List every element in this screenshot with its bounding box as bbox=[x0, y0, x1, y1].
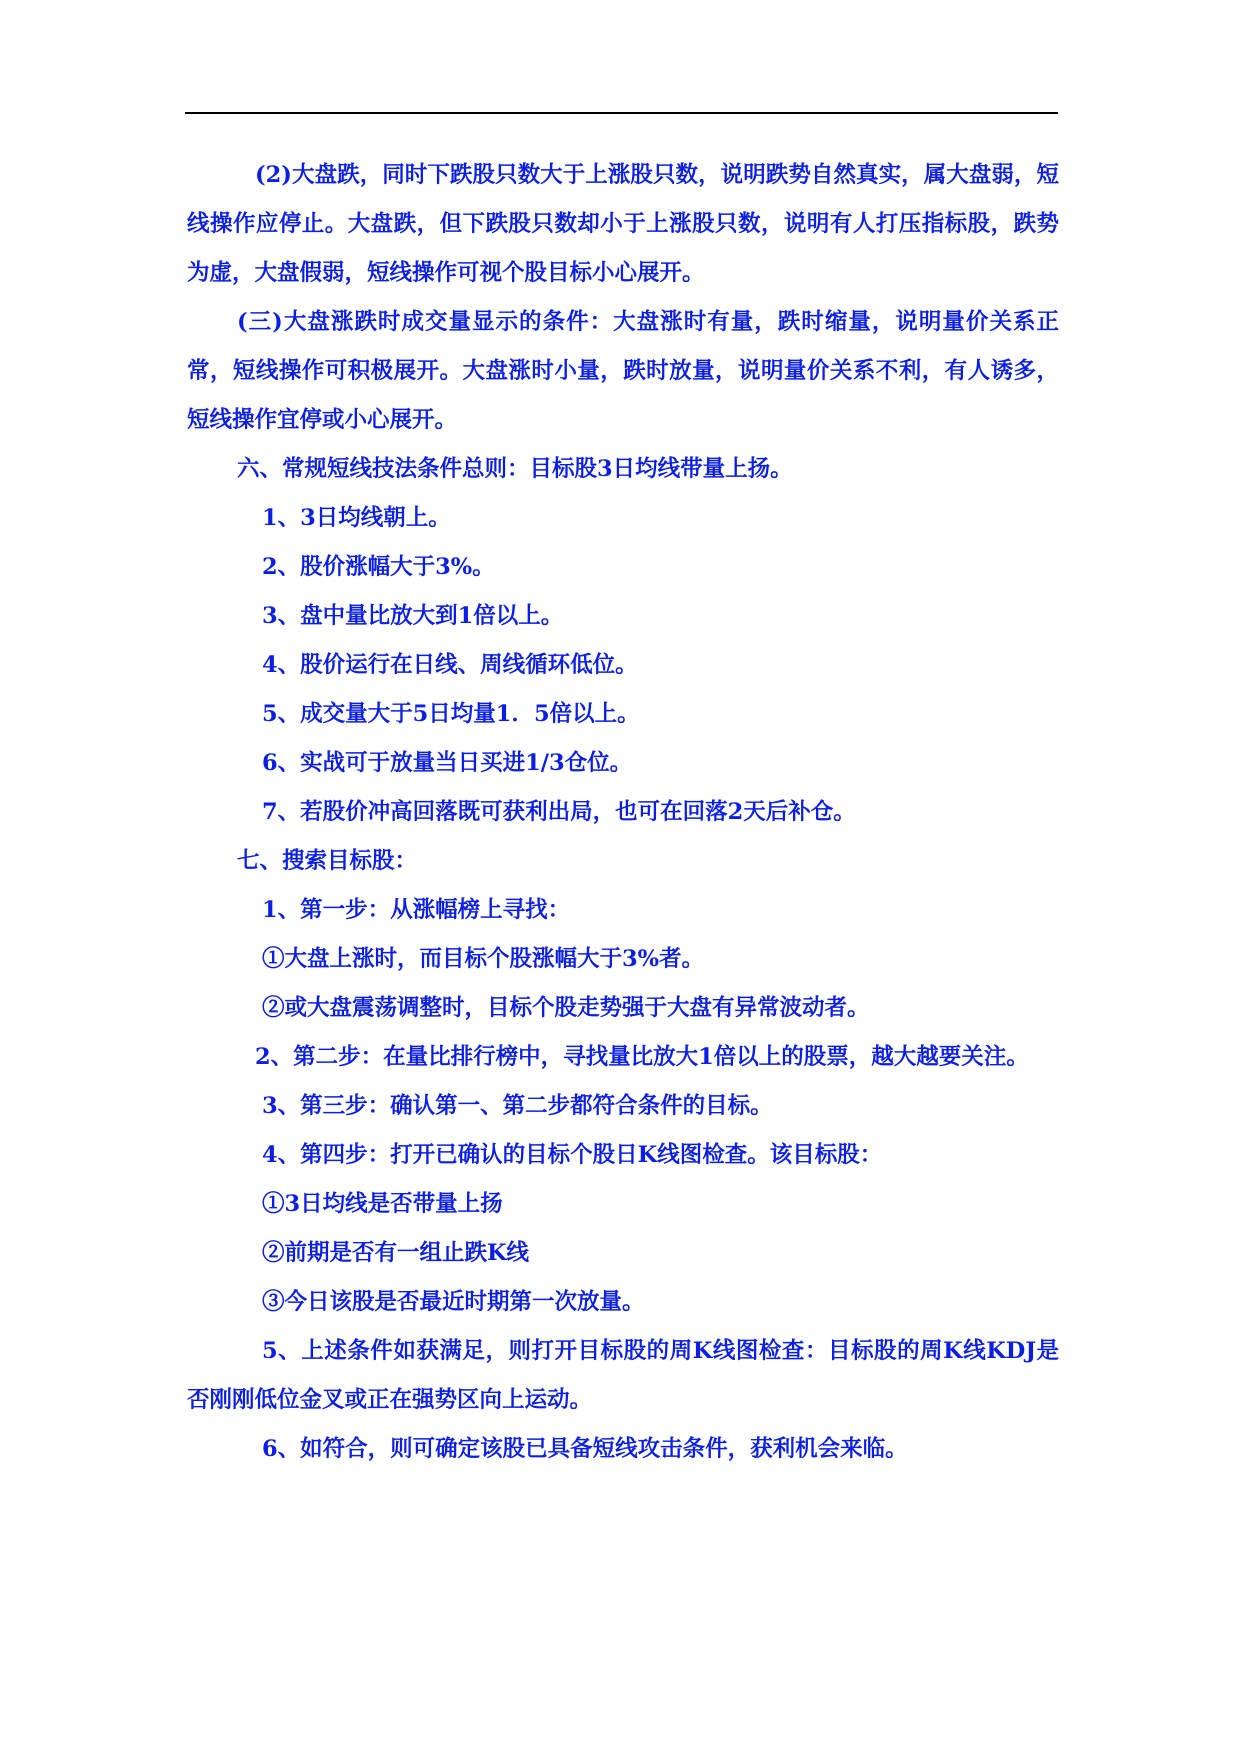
list-item: 5、成交量大于5日均量1．5倍以上。 bbox=[262, 701, 640, 727]
heading-section-six: 六、常规短线技法条件总则：目标股3日均线带量上扬。 bbox=[237, 456, 793, 482]
paragraph-market-fall: (2)大盘跌，同时下跌股只数大于上涨股只数，说明跌势自然真实，属大盘弱，短线操作应停止。大盘跌，但下跌股只数却小于上涨股只数，说明有人打压指标股，跌势为虚，大盘假弱，短线操作可视个股目标小心展开。 bbox=[187, 162, 1059, 286]
list-item: 6、实战可于放量当日买进1/3仓位。 bbox=[262, 750, 633, 776]
list-item: ①3日均线是否带量上扬 bbox=[262, 1191, 503, 1217]
list-item: 5、上述条件如获满足，则打开目标股的周K线图检查：目标股的周K线KDJ是否刚刚低位金叉或正在强势区向上运动。 bbox=[187, 1338, 1059, 1413]
list-item: 6、如符合，则可确定该股已具备短线攻击条件，获利机会来临。 bbox=[262, 1436, 908, 1462]
list-item: 2、股价涨幅大于3%。 bbox=[262, 554, 495, 580]
list-item: ③今日该股是否最近时期第一次放量。 bbox=[262, 1289, 645, 1315]
list-item: 1、3日均线朝上。 bbox=[262, 505, 451, 531]
list-item: 4、股价运行在日线、周线循环低位。 bbox=[262, 652, 638, 678]
list-item: 3、第三步：确认第一、第二步都符合条件的目标。 bbox=[262, 1093, 773, 1119]
list-item: ②或大盘震荡调整时，目标个股走势强于大盘有异常波动者。 bbox=[262, 995, 870, 1021]
list-item: 4、第四步：打开已确认的目标个股日K线图检查。该目标股： bbox=[262, 1142, 883, 1168]
header-rule bbox=[185, 112, 1058, 114]
list-item: 3、盘中量比放大到1倍以上。 bbox=[262, 603, 564, 629]
list-item: 7、若股价冲高回落既可获利出局，也可在回落2天后补仓。 bbox=[262, 799, 856, 825]
list-item: ①大盘上涨时，而目标个股涨幅大于3%者。 bbox=[262, 946, 705, 972]
list-item: 2、第二步：在量比排行榜中，寻找量比放大1倍以上的股票，越大越要关注。 bbox=[255, 1044, 1029, 1070]
list-item: ②前期是否有一组止跌K线 bbox=[262, 1240, 530, 1266]
list-item: 1、第一步：从涨幅榜上寻找： bbox=[262, 897, 571, 923]
paragraph-volume-conditions: (三)大盘涨跌时成交量显示的条件：大盘涨时有量，跌时缩量，说明量价关系正常，短线操作可积极展开。大盘涨时小量，跌时放量，说明量价关系不利，有人诱多，短线操作宜停或小心展开。 bbox=[187, 309, 1059, 433]
document-body bbox=[187, 151, 1059, 1474]
heading-section-seven: 七、搜索目标股： bbox=[237, 848, 418, 874]
